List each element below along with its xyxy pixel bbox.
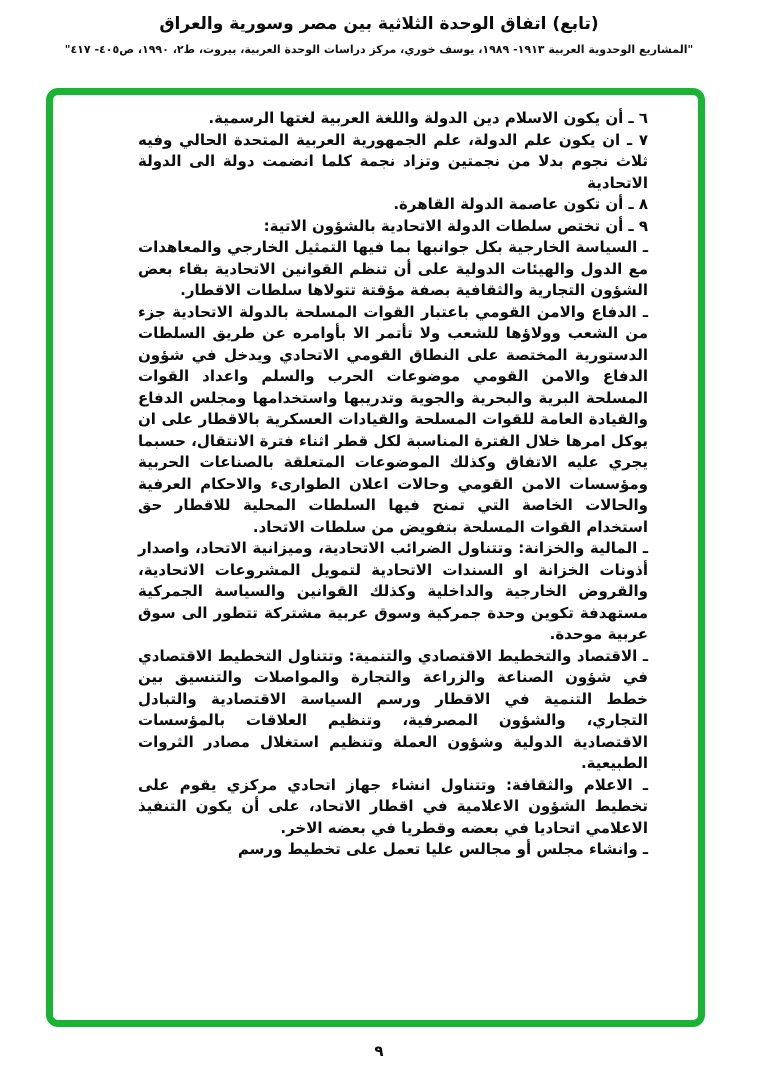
paragraph: ـ الاقتصاد والتخطيط الاقتصادي والتنمية: وتتناول التخطيط الاقتصادي في شؤون الصناعة والزراعة والتجارة والمواصلات والتنسيق بين خطط التنمية في الاقطار ورسم السياسة الاقتصادية والتبادل التجاري، والشؤون المصرفية، وتنظيم العلاقات بالمؤسسات الاقتصادية الدولية وشؤون العملة وتنظيم استغلال مصادر الثروات الطبيعية. xyxy=(138,646,648,772)
paragraph: ٨ ـ أن تكون عاصمة الدولة القاهرة. xyxy=(393,195,648,213)
paragraph: ـ المالية والخزانة: وتتناول الضرائب الاتحادية، وميزانية الاتحاد، واصدار أذونات الخزانة او السندات الاتحادية لتمويل المشروعات الاتحادية، والقروض الخارجية والداخلية وكذلك القوانين والسياسة الجمركية مستهدفة تكوين وحدة جمركية وسوق عربية مشتركة تتطور الى سوق عربية موحدة. xyxy=(138,539,648,643)
page-number: ٩ xyxy=(374,1042,384,1060)
document-title: (تابع) اتفاق الوحدة الثلاثية بين مصر وسورية والعراق xyxy=(159,14,599,34)
paragraph: ـ الدفاع والامن القومي باعتبار القوات المسلحة بالدولة الاتحادية جزء من الشعب وولاؤها للشعب ولا تأتمر الا بأوامره عن طريق السلطات الدستورية المختصة على النطاق القومي الاتحادي ويدخل في شؤون الدفاع والامن القومي موضوعات الحرب والسلم واعداد القوات المسلحة البرية والبحرية والجوية وتدريبها واستخدامها ومجلس الدفاع والقيادة العامة للقوات المسلحة والقيادات العسكرية بالاقطار على ان يوكل امرها خلال الفترة المناسبة لكل قطر اثناء فترة الانتقال، حسبما يجري عليه الاتفاق وكذلك الموضوعات المتعلقة بالصناعات الحربية ومؤسسات الامن القومي وحالات اعلان الطوارىء والاحكام العرفية والحالات الخاصة التي تمنح فيها السلطات المحلية للاقطار حق استخدام القوات المسلحة بتفويض من سلطات الاتحاد. xyxy=(138,302,648,536)
document-source-citation: "المشاريع الوحدوية العربية ١٩١٣- ١٩٨٩، يوسف خوري، مركز دراسات الوحدة العربية، بيروت، ط٢، ١٩٩٠، ص٤٠٥- ٤١٧" xyxy=(64,43,694,56)
paragraph: ٩ ـ أن تختص سلطات الدولة الاتحادية بالشؤون الاتية: xyxy=(263,216,648,235)
paragraph: ـ السياسة الخارجية بكل جوانبها بما فيها التمثيل الخارجي والمعاهدات مع الدول والهيئات الدولية على أن تنظم القوانين الاتحادية بقاء بعض الشؤون التجارية والثقافية بصفة مؤقتة تتولاها سلطات الاقطار. xyxy=(138,238,648,299)
document-header xyxy=(0,14,758,56)
paragraph: ٧ ـ ان يكون علم الدولة، علم الجمهورية العربية المتحدة الحالي وفيه ثلاث نجوم بدلا من نجمتين وتزاد نجمة كلما انضمت دولة الى الدولة الاتحادية xyxy=(138,130,648,192)
paragraph: ٦ ـ أن يكون الاسلام دين الدولة واللغة العربية لغتها الرسمية. xyxy=(208,109,648,127)
paragraph: ـ وانشاء مجلس أو مجالس عليا تعمل على تخطيط ورسم xyxy=(237,840,648,858)
paragraph: ـ الاعلام والثقافة: وتتناول انشاء جهاز اتحادي مركزي يقوم على تخطيط الشؤون الاعلامية في اقطار الاتحاد، على أن يكون التنفيذ الاعلامي اتحاديا في بعضه وقطريا في بعضه الاخر. xyxy=(138,775,648,837)
document-body-text xyxy=(53,95,698,1020)
